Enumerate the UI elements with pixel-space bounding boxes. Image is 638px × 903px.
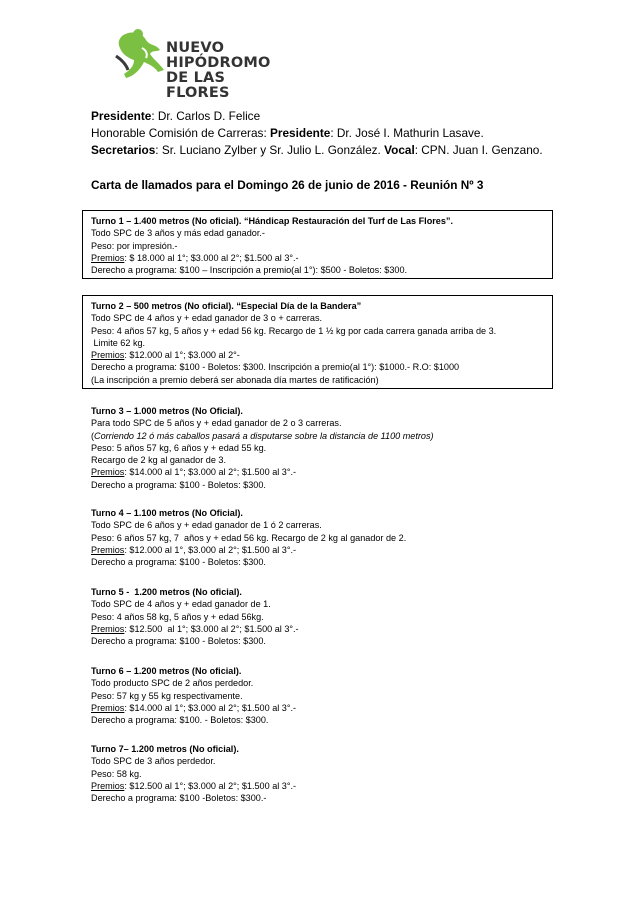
turno-3-derecho: Derecho a programa: $100 - Boletos: $300. bbox=[91, 479, 266, 490]
comision-label: Presidente bbox=[270, 126, 331, 140]
turno-7-block bbox=[91, 743, 551, 804]
turno-3-paren: ( bbox=[91, 430, 95, 441]
turno-1-premios-label: Premios bbox=[91, 252, 125, 263]
turno-2-box bbox=[82, 295, 553, 389]
turno-5-line: Todo SPC de 4 años y + edad ganador de 1. bbox=[91, 599, 271, 610]
turno-7-heading: Turno 7– 1.200 metros (No oficial). bbox=[91, 744, 239, 754]
turno-7-line: Peso: 58 kg. bbox=[91, 768, 142, 779]
turno-4-block bbox=[91, 507, 551, 568]
turno-2-line: Todo SPC de 4 años y + edad ganador de 3 o + carreras. bbox=[91, 313, 323, 324]
horse-jockey-icon bbox=[112, 26, 168, 90]
turno-2-premios-label: Premios bbox=[91, 350, 125, 361]
turno-3-block bbox=[91, 405, 551, 491]
turno-6-heading: Turno 6 – 1.200 metros (No oficial). bbox=[91, 666, 242, 676]
comision-value: : Dr. José I. Mathurin Lasave. bbox=[330, 126, 484, 140]
turno-3-heading: Turno 3 – 1.000 metros (No Oficial). bbox=[91, 406, 243, 416]
turno-2-derecho: Derecho a programa: $100 - Boletos: $300. Inscripción a premio(al 1°): $1000.- R.O: $1000 bbox=[91, 362, 460, 373]
presidente-value: : Dr. Carlos D. Felice bbox=[151, 109, 261, 123]
secretarios-value: : Sr. Luciano Zylber y Sr. Julio L. González. bbox=[155, 143, 385, 157]
logo-line1: NUEVO HIPÓDROMO bbox=[166, 40, 271, 71]
turno-2-nota: (La inscripción a premio deberá ser abonada día martes de ratificación) bbox=[91, 374, 379, 385]
presidente-line bbox=[91, 108, 611, 125]
turno-7-line: Todo SPC de 3 años perdedor. bbox=[91, 756, 216, 767]
turno-7-derecho: Derecho a programa: $100 -Boletos: $300.- bbox=[91, 793, 267, 804]
turno-3-premios-value: : $14.000 al 1°; $3.000 al 2°; $1.500 al 3°.- bbox=[124, 467, 297, 478]
turno-5-premios-value: : $12.500 al 1°; $3.000 al 2°; $1.500 al 3°.- bbox=[124, 623, 299, 634]
vocal-label: Vocal bbox=[384, 143, 415, 157]
turno-7-premios-label: Premios bbox=[91, 780, 125, 791]
turno-2-line: Limite 62 kg. bbox=[91, 337, 146, 348]
logo-wordmark bbox=[166, 41, 282, 101]
comision-prefix: Honorable Comisión de Carreras: bbox=[91, 126, 270, 140]
turno-1-box bbox=[82, 210, 553, 279]
turno-7-premios-value: : $12.500 al 1°; $3.000 al 2°; $1.500 al 3°.- bbox=[124, 780, 297, 791]
turno-4-line: Todo SPC de 6 años y + edad ganador de 1 ó 2 carreras. bbox=[91, 520, 322, 531]
secretarios-label: Secretarios bbox=[91, 143, 156, 157]
vocal-value: : CPN. Juan I. Genzano. bbox=[414, 143, 543, 157]
secretarios-line bbox=[91, 142, 611, 159]
presidente-label: Presidente bbox=[91, 109, 152, 123]
turno-6-block bbox=[91, 665, 551, 726]
turno-4-derecho: Derecho a programa: $100 - Boletos: $300. bbox=[91, 557, 266, 568]
turno-2-heading: Turno 2 – 500 metros (No oficial). “Especial Día de la Bandera” bbox=[91, 301, 362, 311]
turno-6-premios-label: Premios bbox=[91, 702, 125, 713]
turno-2-line: Peso: 4 años 57 kg, 5 años y + edad 56 kg. Recargo de 1 ½ kg por cada carrera ganada arriba de 3. bbox=[91, 325, 497, 336]
turno-5-premios-label: Premios bbox=[91, 623, 125, 634]
turno-3-line: Recargo de 2 kg al ganador de 3. bbox=[91, 455, 226, 466]
turno-5-heading: Turno 5 - 1.200 metros (No oficial). bbox=[91, 587, 242, 597]
authorities-header bbox=[91, 108, 611, 159]
turno-4-premios-label: Premios bbox=[91, 544, 125, 555]
turno-1-line: Todo SPC de 3 años y más edad ganador.- bbox=[91, 228, 265, 239]
turno-2-premios-value: : $12.000 al 1°; $3.000 al 2°- bbox=[124, 350, 240, 361]
turno-4-heading: Turno 4 – 1.100 metros (No Oficial). bbox=[91, 508, 243, 518]
turno-4-premios-value: : $12.000 al 1°, $3.000 al 2°; $1.500 al 3°.- bbox=[124, 544, 297, 555]
turno-5-derecho: Derecho a programa: $100 - Boletos: $300. bbox=[91, 636, 266, 647]
turno-3-line: Peso: 5 años 57 kg, 6 años y + edad 55 kg. bbox=[91, 442, 267, 453]
turno-1-heading: Turno 1 – 1.400 metros (No oficial). “Hándicap Restauración del Turf de Las Flores”. bbox=[91, 216, 453, 226]
hipodromo-logo bbox=[112, 26, 282, 101]
turno-1-derecho: Derecho a programa: $100 – Inscripción a premio(al 1°): $500 - Boletos: $300. bbox=[91, 265, 408, 276]
comision-line bbox=[91, 125, 611, 142]
turno-4-line: Peso: 6 años 57 kg, 7 años y + edad 56 kg. Recargo de 2 kg al ganador de 2. bbox=[91, 532, 407, 543]
turno-1-premios-value: : $ 18.000 al 1°; $3.000 al 2°; $1.500 al 3°.- bbox=[124, 252, 299, 263]
turno-6-derecho: Derecho a programa: $100. - Boletos: $300. bbox=[91, 715, 269, 726]
turno-3-premios-label: Premios bbox=[91, 467, 125, 478]
turno-1-line: Peso: por impresión.- bbox=[91, 240, 178, 251]
page-title: Carta de llamados para el Domingo 26 de junio de 2016 - Reunión Nº 3 bbox=[91, 178, 484, 192]
turno-5-block bbox=[91, 586, 551, 647]
turno-5-line: Peso: 4 años 58 kg, 5 años y + edad 56kg. bbox=[91, 611, 264, 622]
turno-3-italic-note: Corriendo 12 ó más caballos pasará a disputarse sobre la distancia de 1100 metros) bbox=[94, 430, 434, 441]
turno-6-line: Todo producto SPC de 2 años perdedor. bbox=[91, 678, 254, 689]
turno-6-line: Peso: 57 kg y 55 kg respectivamente. bbox=[91, 690, 243, 701]
logo-line2: DE LAS FLORES bbox=[166, 70, 230, 101]
turno-6-premios-value: : $14.000 al 1°; $3.000 al 2°; $1.500 al 3°.- bbox=[124, 702, 297, 713]
turno-3-line: Para todo SPC de 5 años y + edad ganador de 2 o 3 carreras. bbox=[91, 418, 342, 429]
